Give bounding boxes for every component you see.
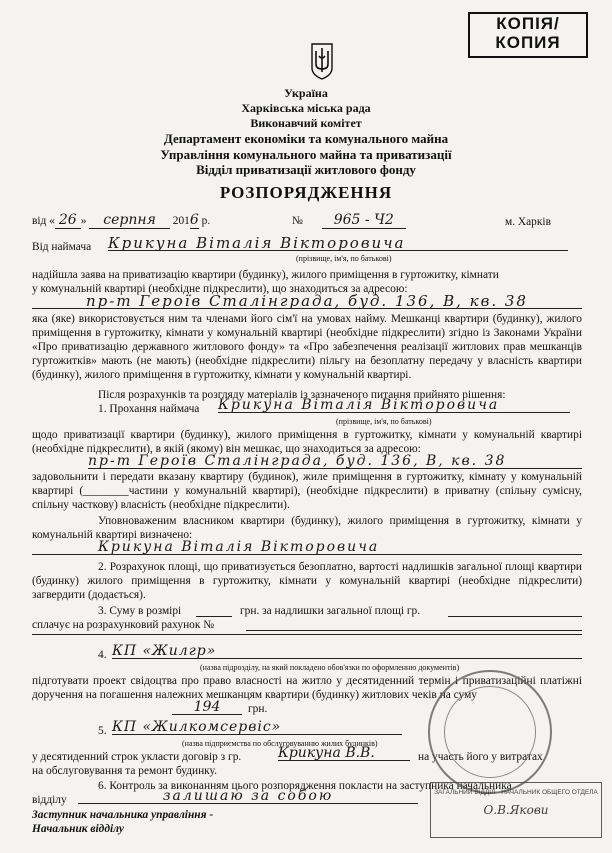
header-division: Відділ приватизації житлового фонду bbox=[196, 162, 416, 177]
item3-account: сплачує на розрахунковий рахунок № bbox=[32, 619, 215, 631]
body-line2: у комунальній квартирі (необхідне підкреслити), що знаходиться за адресою: bbox=[32, 283, 408, 295]
number-prefix: № bbox=[292, 215, 303, 227]
doc-title: РОЗПОРЯДЖЕННЯ bbox=[219, 183, 393, 202]
certification-signer: О.В.Якови bbox=[483, 803, 549, 817]
doc-number: 965 - Ч2 bbox=[322, 212, 406, 229]
item3-text-a: 3. Суму в розмірі bbox=[98, 605, 182, 617]
item5-person: Крикуна В.В. bbox=[278, 746, 410, 761]
body-paragraph-4: задовольнити і передати вказану квартиру (будинок), жиле приміщення в гуртожитку, кімнату у комунальній квартирі (________частини у комунальній квартирі), (необхідне підкреслити) в приватну (спільну сумісну, спільну часткову) власність (необхідне підкреслити). bbox=[32, 471, 582, 511]
address-1: пр-т Героїв Сталінграда, буд. 136, В, кв. 38 bbox=[32, 294, 582, 309]
date-month: серпня bbox=[89, 212, 170, 229]
body-line1: надійшла заява на приватизацію квартири (будинку), жилого приміщення в гуртожитку, кімнати bbox=[32, 269, 499, 281]
signature-title-2: Начальник відділу bbox=[32, 823, 124, 835]
item5-org: КП «Жилкомсервіс» bbox=[112, 720, 402, 735]
item3-name-line bbox=[448, 604, 582, 617]
date-mid: » bbox=[80, 215, 87, 227]
copy-stamp bbox=[468, 12, 588, 58]
body-paragraph-1: яка (яке) використовується ним та членами його сім'ї на умовах найму. Мешканці квартири (будинку), жилого приміщення в гуртожитку, кімнати у комунальній квартирі (необхідне підкреслити) згідно із Законами України «Про приватизацію державного житлового фонду» та «Про забезпечення реалізації житлових прав мешканців гуртожитків» мають (не мають) (необхідне підкреслити) пільгу на безоплатну передачу у власність квартири (будинку), жилого приміщення в гуртожитку, кімнати у комунальній квартирі. bbox=[32, 313, 582, 381]
item4-org: КП «Жилгр» bbox=[112, 644, 582, 659]
sum-suffix: грн. bbox=[248, 703, 268, 715]
owner-name: Крикуна Віталія Вікторовича bbox=[32, 540, 582, 555]
item3-account-line bbox=[246, 618, 582, 631]
date-prefix: від « bbox=[32, 215, 55, 227]
item5-label: 5. bbox=[98, 725, 107, 737]
header-committee: Виконавчий комітет bbox=[250, 116, 362, 130]
item5-text-b: на участь його у витратах bbox=[418, 751, 543, 763]
item6-hand: залишаю за собою bbox=[78, 789, 418, 804]
header-directorate: Управління комунального майна та приватизації bbox=[160, 147, 452, 162]
signature-title-1: Заступник начальника управління - bbox=[32, 809, 214, 821]
blank-line bbox=[32, 634, 582, 635]
round-seal bbox=[428, 670, 552, 794]
applicant-name: Крикуна Віталія Вікторовича bbox=[108, 236, 568, 251]
item5-hint: (назва підприємства по обслуговуванню жилих будинків) bbox=[182, 739, 378, 748]
date-year-digit: 6 bbox=[189, 212, 199, 228]
header-country: Україна bbox=[284, 86, 328, 100]
date-day: 26 bbox=[55, 212, 81, 229]
sum-value: 194 bbox=[172, 700, 242, 715]
date-year-suffix: р. bbox=[201, 215, 211, 227]
item4-label: 4. bbox=[98, 649, 107, 661]
item1-hint: (прізвище, ім'я, по батькові) bbox=[336, 417, 432, 426]
certification-stamp-text: ЗАГАЛЬНИЙ ВІДДІЛ · НАЧАЛЬНИК ОБЩЕГО ОТДЕЛА bbox=[434, 789, 598, 796]
item5-text-c: на обслуговування та ремонт будинку. bbox=[32, 765, 217, 777]
certification-stamp bbox=[430, 782, 602, 838]
decision-intro: Після розрахунків та розгляду матеріалів із зазначеного питання прийнято рішення: bbox=[98, 389, 506, 401]
item4-hint: (назва підрозділу, на який покладено обов'язки по оформленню документів) bbox=[200, 663, 460, 672]
applicant-label: Від наймача bbox=[32, 241, 92, 253]
address-2: пр-т Героїв Сталінграда, буд. 136, В, кв. 38 bbox=[88, 454, 582, 469]
applicant-hint: (прізвище, ім'я, по батькові) bbox=[296, 254, 392, 263]
city: м. Харків bbox=[505, 216, 551, 228]
item6-text: 6. Контроль за виконанням цього розпорядження покласти на заступника начальника bbox=[98, 780, 512, 792]
date-line bbox=[32, 213, 210, 228]
header-council: Харківська міська рада bbox=[241, 101, 371, 115]
body-paragraph-6: 2. Розрахунок площі, що приватизується безоплатно, вартості надлишків загальної площі квартири (будинку) жилого приміщення в гуртожитку, кімнати у комунальній квартирі (необхідне підкреслити) загвердити (додається). bbox=[32, 561, 582, 601]
copy-stamp-line1: КОПІЯ/ bbox=[496, 14, 560, 33]
item1-name: Крикуна Віталія Вікторовича bbox=[218, 398, 570, 413]
item1-label: 1. Прохання наймача bbox=[98, 403, 200, 415]
item5-text-a: у десятиденний строк укласти договір з гр. bbox=[32, 751, 242, 763]
item6-text-b: відділу bbox=[32, 794, 67, 806]
copy-stamp-line2: КОПИЯ bbox=[495, 33, 561, 52]
number-line bbox=[292, 213, 406, 228]
body-paragraph-9: підготувати проект свідоцтва про право власності на житло у десятиденний термін і приватизаційні платіжні доручення на погашення належних мешканцям квартири (будинку) житлових чеків на суму bbox=[32, 675, 582, 701]
header-department: Департамент економіки та комунального майна bbox=[163, 131, 449, 146]
item3-amount-line bbox=[196, 604, 232, 617]
body-paragraph-5: Уповноваженим власником квартири (будинку), жилого приміщення в гуртожитку, кімнати у комунальній квартирі визначено: bbox=[32, 515, 582, 541]
date-year-prefix: 201 bbox=[172, 215, 190, 227]
coat-of-arms-icon bbox=[309, 42, 335, 80]
item3-text-b: грн. за надлишки загальної площі гр. bbox=[240, 605, 421, 617]
body-paragraph-3: щодо приватизації квартири (будинку), жилого приміщення в гуртожитку, кімнати у комунальній квартирі (необхідне підкреслити), в якій (якому) він мешкає, що знаходиться за адресою: bbox=[32, 429, 582, 455]
